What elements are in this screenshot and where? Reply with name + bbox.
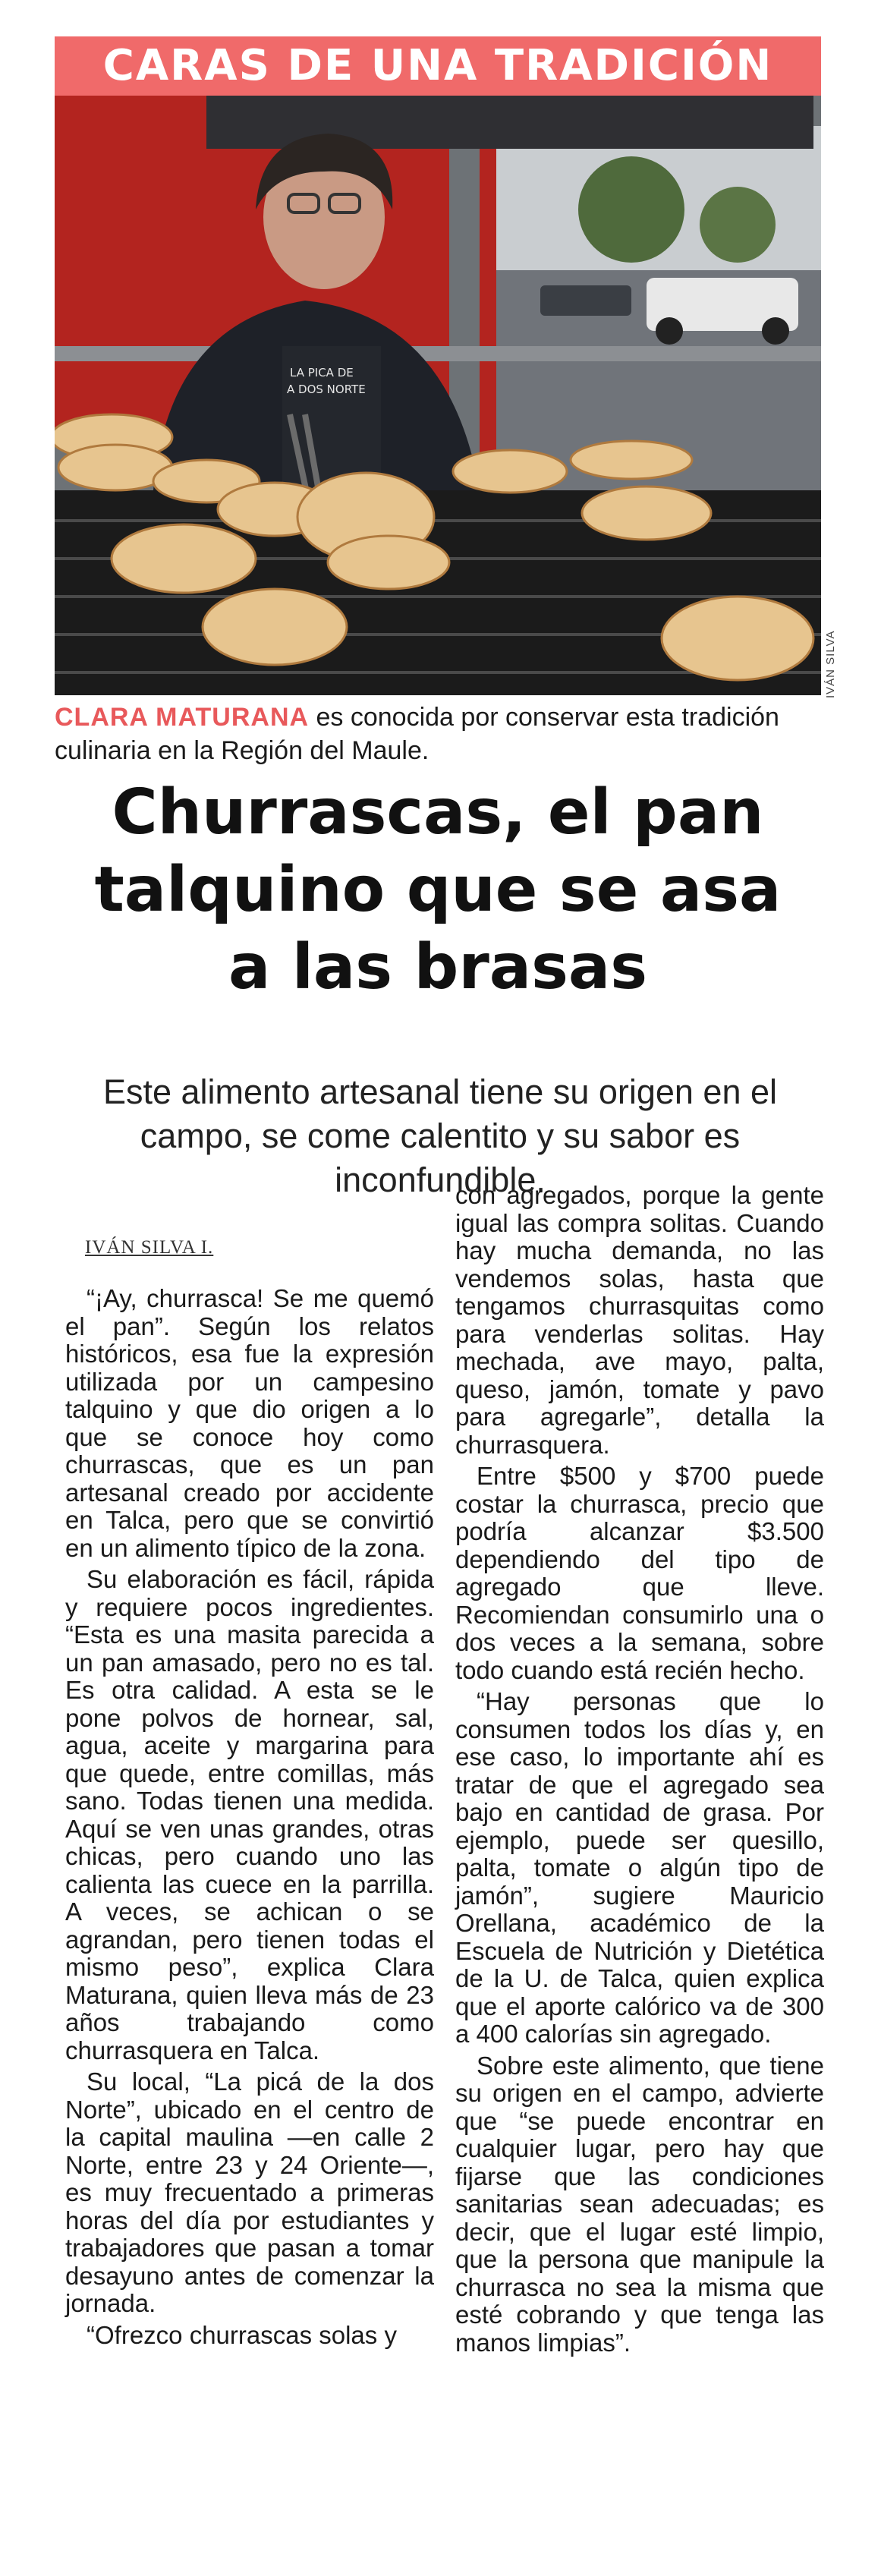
paragraph: Su elaboración es fácil, rápida y requiere pocos ingredientes. “Esta es una masita parecida a un pan amasado, pero no es tal. Es otra calidad. A esta se le pone polvos de hornear, sal, agua, aceite y margarina para que quede, entre comillas, más sano. Todas tienen una medida. Aquí se ven unas grandes, otras chicas, pero cuando uno las calienta las cuece en la parrilla. A veces, se achican o se agrandan, pero tienen todas el mismo peso”, explica Clara Maturana, quien lleva más de 23 años trabajando como churrasquera en Talca. xyxy=(65,1565,434,2064)
paragraph: Sobre este alimento, que tiene su origen en el campo, advierte que “se puede encontrar en cualquier lugar, pero hay que fijarse que las condiciones sanitarias sean adecuadas; es decir, que el lugar esté limpio, que la persona que manipule la churrasca no sea la misma que esté cobrando y que tenga las manos limpias”. xyxy=(455,2051,824,2357)
headline xyxy=(55,774,821,1006)
byline: IVÁN SILVA I. xyxy=(85,1237,214,1258)
article-photo xyxy=(55,96,821,695)
paragraph: Su local, “La picá de la dos Norte”, ubicado en el centro de la capital maulina —en calle 2 Norte, entre 23 y 24 Oriente—, es muy frecuentado a primeras horas del día por estudiantes y trabajadores que pasan a tomar desayuno antes de comenzar la jornada. xyxy=(65,2067,434,2317)
apron-text-line2: A DOS NORTE xyxy=(287,383,366,396)
paragraph: con agregados, porque la gente igual las compra solitas. Cuando hay mucha demanda, no las vendemos solas, hasta que tengamos churrasquitas como para venderlas solitas. Hay mechada, ave mayo, palta, queso, jamón, tomate y pavo para agregarle”, detalla la churrasquera. xyxy=(455,1181,824,1459)
photo-credit: IVÁN SILVA xyxy=(824,630,837,698)
headline-line: talquino que se asa xyxy=(94,854,782,926)
headline-line: a las brasas xyxy=(228,931,648,1003)
paragraph: “Ofrezco churrascas solas y xyxy=(87,2320,397,2349)
section-banner: CARAS DE UNA TRADICIÓN xyxy=(55,36,821,96)
subheadline: Este alimento artesanal tiene su origen en el campo, se come calentito y su sabor es inconfundible. xyxy=(102,1072,778,1199)
apron-text-line1: LA PICA DE xyxy=(290,366,354,379)
paragraph: Entre $500 y $700 puede costar la churrasca, precio que podría alcanzar $3.500 dependiendo del tipo de agregado que lleve. Recomiendan consumirlo una o dos veces a la semana, sobre todo cuando está recién hecho. xyxy=(455,1462,824,1684)
paragraph: “Hay personas que lo consumen todos los días y, en ese caso, lo importante ahí es tratar de que el agregado sea bajo en cantidad de grasa. Por ejemplo, puede ser quesillo, palta, tomate o algún tipo de jamón”, sugiere Mauricio Orellana, académico de la Escuela de Nutrición y Dietética de la U. de Talca, quien explica que el aporte calórico va de 300 a 400 calorías sin agregado. xyxy=(455,1687,824,2048)
caption-name: CLARA MATURANA xyxy=(55,703,310,732)
caption-text: es conocida por conservar esta tradición culinaria en la Región del Maule. xyxy=(55,703,779,765)
paragraph: “¡Ay, churrasca! Se me quemó el pan”. Según los relatos históricos, esa fue la expresión utilizada por un campesino talquino y que dio origen a lo que se conoce hoy como churrascas, que es un pan artesanal creado por accidente en Talca, pero que se convirtió en un alimento típico de la zona. xyxy=(65,1284,434,1562)
article-column-right xyxy=(455,1182,824,2360)
article-column-left xyxy=(65,1285,434,2353)
headline-line: Churrascas, el pan xyxy=(112,776,764,849)
photo-caption xyxy=(55,701,821,767)
